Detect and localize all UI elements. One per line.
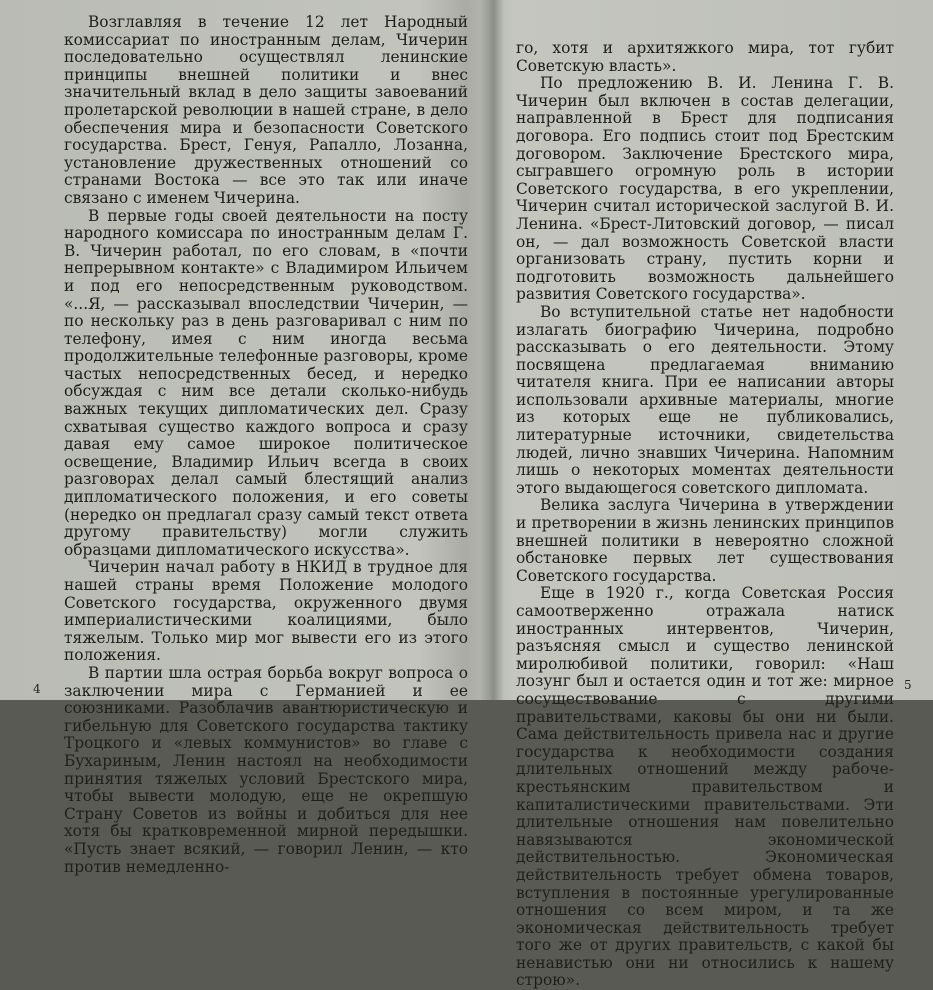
paragraph: Велика заслуга Чичерина в утверждении и претворении в жизнь ленинских принципов внешней политики в невероятно сложной обстановке первых лет существования Советского государства. bbox=[516, 496, 894, 585]
paragraph: Еще в 1920 г., когда Советская Россия самоотверженно отражала натиск иностранных интервентов, Чичерин, разъясняя смысл и существо ленинской миролюбивой политики, говорил: «Наш лозунг был и остается один и тот же: мирное сосуществование с другими правительствами, каковы бы они ни были. Сама действительность привела нас и другие государства к необходимости создания длительных отношений между рабоче-крестьянским правительством и капиталистическими правительствами. Эти длительные отношения нам повелительно навязываются экономической действительностью. Экономическая действительность требует обмена товаров, вступления в постоянные урегулированные отношения со всем миром, и та же экономическая действительность требует того же от других правительств, с какой бы ненавистью они ни относились к нашему строю». bbox=[516, 584, 894, 990]
paragraph: В первые годы своей деятельности на посту народного комиссара по иностранным делам Г. В. Чичерин работал, по его словам, в «почти непрерывном контакте» с Владимиром Ильичем и под его непосредственным руководством. «...Я, — рассказывал впоследствии Чичерин, — по нескольку раз в день разговаривал с ним по телефону, имея с ним иногда весьма продолжительные телефонные разговоры, кроме частых непосредственных бесед, и нередко обсуждая с ним все детали сколько-нибудь важных текущих дипломатических дел. Сразу схватывая существо каждого вопроса и сразу давая ему самое широкое политическое освещение, Владимир Ильич всегда в своих разговорах делал самый блестящий анализ дипломатического положения, и его советы (нередко он предлагал сразу самый текст ответа другому правительству) могли служить образцами дипломатического искусства». bbox=[64, 206, 468, 559]
left-page-text bbox=[64, 0, 468, 876]
paragraph: В партии шла острая борьба вокруг вопроса о заключении мира с Германией и ее союзниками. Разоблачив авантюристическую и гибельную для Советского государства тактику Троцкого и «левых коммунистов» во главе с Бухариным, Ленин настоял на необходимости принятия тяжелых условий Брестского мира, чтобы вывести молодую, еще не окрепшую Страну Советов из войны и добиться для нее хотя бы кратковременной мирной передышки. «Пусть знает всякий, — говорил Ленин, — кто против немедленно- bbox=[64, 663, 468, 876]
right-page-text bbox=[516, 0, 894, 990]
right-page bbox=[516, 0, 894, 990]
book-gutter bbox=[480, 0, 504, 700]
page-number-left: 4 bbox=[33, 682, 41, 696]
paragraph: По предложению В. И. Ленина Г. В. Чичерин был включен в состав делегации, направленной в Брест для подписания договора. Его подпись стоит под Брестским договором. Заключение Брестского мира, сыгравшего огромную роль в истории Советского государства, в его укреплении, Чичерин считал исторической заслугой В. И. Ленина. «Брест-Литовский договор, — писал он, — дал возможность Советской власти организовать страну, пустить корни и подготовить возможность дальнейшего развития Советского государства». bbox=[516, 74, 894, 304]
left-page bbox=[64, 0, 468, 876]
paragraph: Во вступительной статье нет надобности излагать биографию Чичерина, подробно рассказывать о его деятельности. Этому посвящена предлагаемая вниманию читателя книга. При ее написании авторы использовали архивные материалы, многие из которых еще не публиковались, литературные источники, свидетельства людей, лично знавших Чичерина. Напомним лишь о некоторых моментах деятельности этого выдающегося советского дипломата. bbox=[516, 302, 894, 497]
paragraph: Чичерин начал работу в НКИД в трудное для нашей страны время Положение молодого Советского государства, окруженного двумя империалистическими коалициями, было тяжелым. Только мир мог вывести его из этого положения. bbox=[64, 558, 468, 665]
paragraph: го, хотя и архитяжкого мира, тот губит Советскую власть». bbox=[516, 39, 894, 75]
paragraph: Возглавляя в течение 12 лет Народный комиссариат по иностранным делам, Чичерин последовательно осуществлял ленинские принципы внешней политики и внес значительный вклад в дело защиты завоеваний пролетарской революции в нашей стране, в дело обеспечения мира и безопасности Советского государства. Брест, Генуя, Рапалло, Лозанна, установление дружественных отношений со странами Востока — все это так или иначе связано с именем Чичерина. bbox=[64, 13, 468, 207]
page-number-right: 5 bbox=[904, 678, 912, 692]
